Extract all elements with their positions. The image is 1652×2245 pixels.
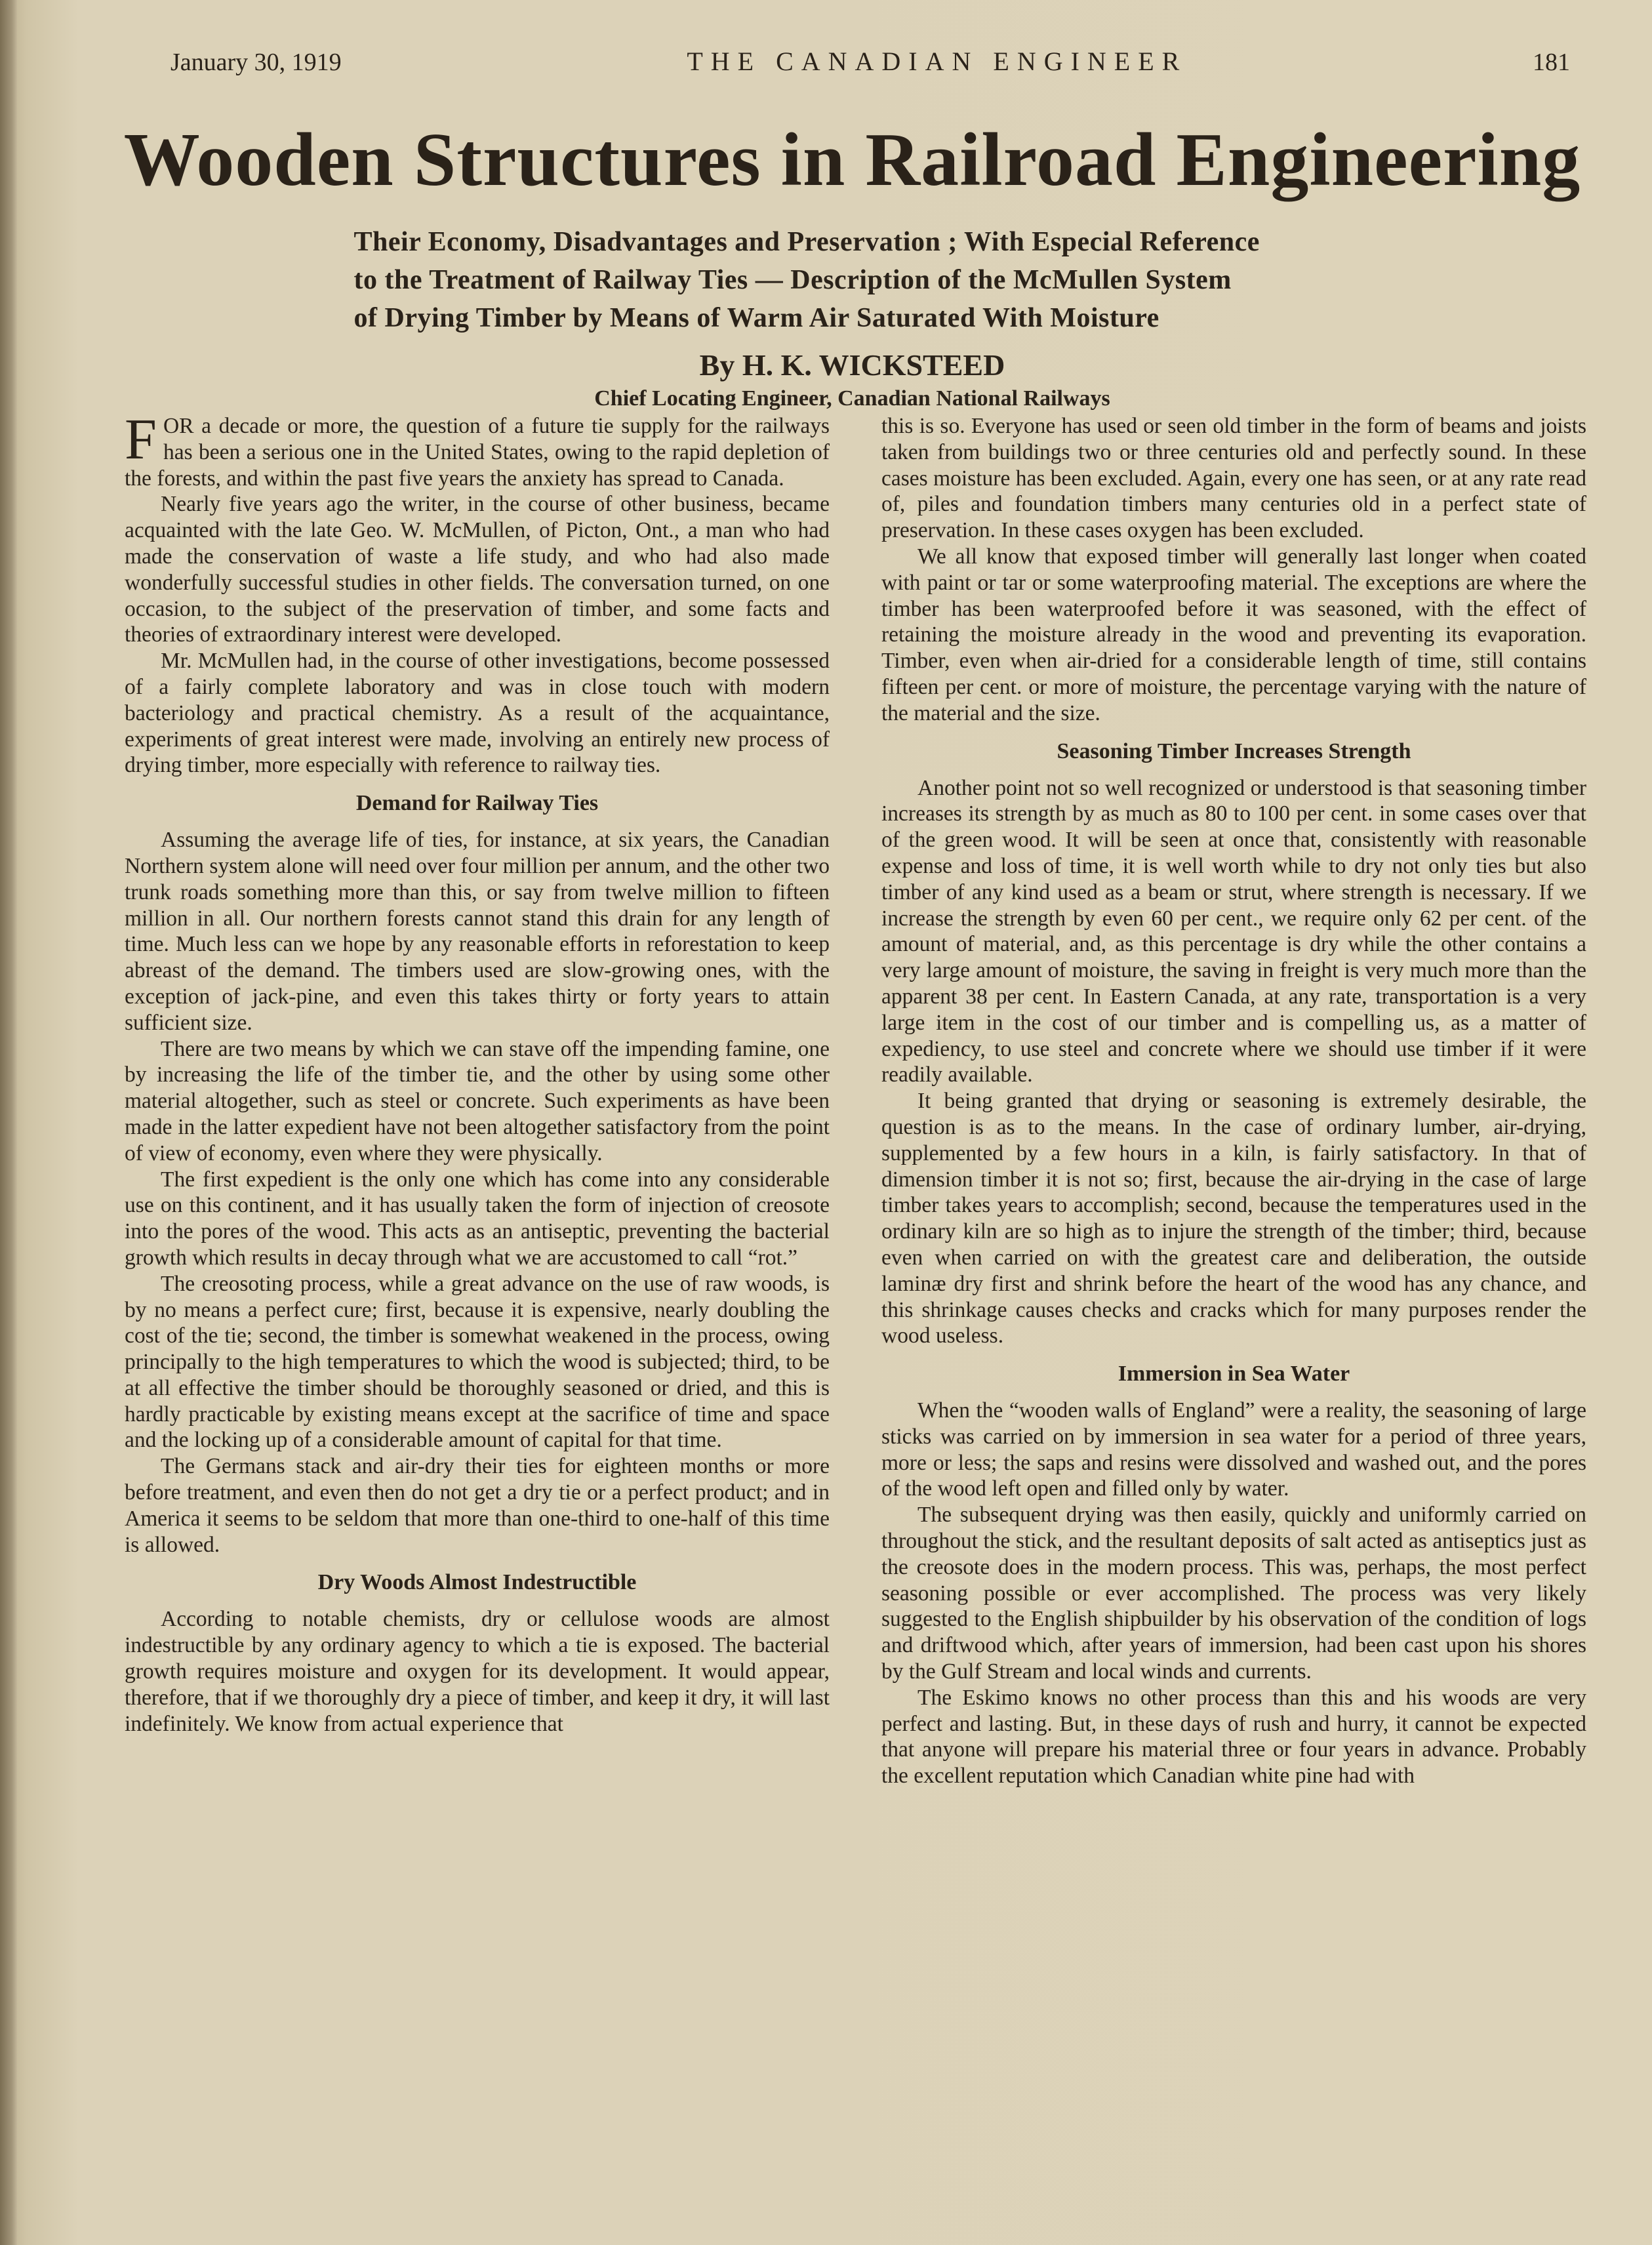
deck-line-text: of Drying Timber by Means of Warm Air Saturated With Moisture (353, 302, 1159, 333)
section-heading: Demand for Railway Ties (355, 791, 599, 816)
paragraph: Assuming the average life of ties, for instance, at six years, the Canadian Northern system alone will need over four million per annum, and the other two trunk roads something more than this, or say from twelve million to fifteen million in all. Our northern forests cannot stand this drain for any length of time. Much less can we hope by any reasonable efforts in reforestation to keep abreast of the demand. The timbers used are slow-growing ones, with the exception of jack-pine, and even this takes thirty or forty years to attain sufficient size. (125, 828, 830, 1035)
issue-date: January 30, 1919 (171, 49, 342, 76)
left-column (125, 408, 830, 1789)
deck-line (354, 299, 1351, 337)
paragraph (125, 408, 830, 491)
section-heading: Immersion in Sea Water (1118, 1362, 1350, 1386)
section-heading: Dry Woods Almost Indestructible (317, 1570, 637, 1595)
paragraph: The creosoting process, while a great advance on the use of raw woods, is by no means a perfect cure; first, because it is expensive, nearly doubling the cost of the tie; second, the timber is somewhat weakened in the process, owing principally to the high temperatures to which the wood is subjected; third, to be at all effective the timber should be thoroughly seasoned or dried, and this is hardly practicable by existing means except at the sacrifice of time and space and the locking up of a considerable amount of capital for that time. (125, 1271, 830, 1453)
article-body (125, 408, 1586, 1789)
paragraph: this is so. Everyone has used or seen old timber in the form of beams and joists taken from buildings two or three centuries old and perfectly sound. In these cases moisture has been excluded. Again, every one has seen, or at any rate read of, piles and foundation timbers many centuries old in a perfect state of preservation. In these cases oxygen has been excluded. (881, 414, 1586, 543)
deck-line-text: to the Treatment of Railway Ties — Description of the McMullen System (353, 264, 1232, 295)
paragraph: The first expedient is the only one which has come into any considerable use on this continent, and it has usually taken the form of injection of creosote into the pores of the wood. This acts as an antiseptic, preventing the bacterial growth which results in decay through what we are accustomed to call “rot.” (125, 1167, 830, 1270)
running-head (115, 46, 1590, 76)
paragraph: Mr. McMullen had, in the course of other investigations, become possessed of a fairly complete laboratory and was in close touch with modern bacteriology and practical chemistry. As a result of the acquaintance, experiments of great interest were made, involving an entirely new process of drying timber, more especially with reference to railway ties. (125, 649, 830, 778)
deck-line-text: Their Economy, Disadvantages and Preservation ; With Especial Reference (353, 226, 1260, 257)
deck-line (354, 261, 1351, 299)
drop-cap: F (125, 408, 157, 472)
paragraph: Another point not so well recognized or understood is that seasoning timber increases its strength by as much as 80 to 100 per cent. in some cases over that of the green wood. It will be seen at once that, consistently with reasonable expense and loss of time, it is well worth while to dry not only ties but also timber of any kind used as a beam or strut, where strength is necessary. If we increase the strength by even 60 per cent., we require only 62 per cent. of the amount of material, and, as this percentage is dry while the other contains a very large amount of moisture, the saving in freight is very much more than the apparent 38 per cent. In Eastern Canada, at any rate, transportation is a very large item in the cost of our timber and is compelling us, as a matter of expediency, to use steel and concrete where we should use timber if it were readily available. (881, 775, 1586, 1087)
paragraph: According to notable chemists, dry or cellulose woods are almost indestructible by any ordinary agency to which a tie is exposed. The bacterial growth requires moisture and oxygen for its development. It would appear, therefore, that if we thoroughly dry a piece of timber, and keep it dry, it will last indefinitely. We know from actual experience that (125, 1607, 830, 1736)
right-column (881, 413, 1586, 1789)
page-number: 181 (1532, 49, 1570, 76)
paragraph: When the “wooden walls of England” were a reality, the seasoning of large sticks was carried on by immersion in sea water for a period of three years, more or less; the saps and resins were dissolved and washed out, and the pores of the wood left open and filled only by water. (881, 1398, 1586, 1501)
paragraph: There are two means by which we can stave off the impending famine, one by increasing the life of the timber tie, and the other by using some other material altogether, such as steel or concrete. Such experiments as have been made in the latter expedient have not been altogether satisfactory from the point of view of economy, even where they were physically. (125, 1036, 830, 1165)
article-headline: Wooden Structures in Railroad Engineering (123, 118, 1581, 202)
byline: By H. K. WICKSTEED (699, 348, 1005, 382)
paragraph: It being granted that drying or seasoning is extremely desirable, the question is as to the means. In the case of ordinary lumber, air-drying, supplemented by a few hours in a kiln, is fairly satisfactory. In that of dimension timber it is not so; first, because the air-drying in the case of large timber takes years to accomplish; second, because the temperatures used in the ordinary kiln are so high as to injure the strength of the timber; third, because even when carried on with the greatest care and deliberation, the outside laminæ dry first and shrink before the heart of the wood has any chance, and this shrinkage causes checks and cracks which for many purposes render the wood useless. (881, 1089, 1586, 1348)
paragraph: Nearly five years ago the writer, in the course of other business, became acquainted with the late Geo. W. McMullen, of Picton, Ont., a man who had made the conservation of waste a life study, and who had also made wonderfully successful studies in other fields. The conversation turned, on one occasion, to the subject of the preservation of timber, and some facts and theories of extraordinary interest were developed. (125, 492, 830, 647)
paragraph: The Germans stack and air-dry their ties for eighteen months or more before treatment, and even then do not get a dry tie or a perfect product; and in America it seems to be seldom that more than one-third to one-half of this time is allowed. (125, 1454, 830, 1557)
section-heading: Seasoning Timber Increases Strength (1057, 738, 1411, 763)
paragraph: The Eskimo knows no other process than this and his woods are very perfect and lasting. But, in these days of rush and hurry, it cannot be expected that anyone will prepare his material three or four years in advance. Probably the excellent reputation which Canadian white pine had with (881, 1685, 1586, 1789)
deck-line (354, 223, 1351, 261)
paragraph-text: OR a decade or more, the question of a future tie supply for the railways has been a serious one in the United States, owing to the rapid depletion of the forests, and within the past five years the anxiety has spread to Canada. (125, 414, 830, 491)
paragraph: We all know that exposed timber will generally last longer when coated with paint or tar or some waterproofing material. The exceptions are where the timber has been waterproofed before it was seasoned, with the effect of retaining the moisture already in the wood and preventing its evaporation. Timber, even when air-dried for a considerable length of time, still contains fifteen per cent. or more of moisture, the percentage varying with the nature of the material and the size. (881, 544, 1586, 725)
paragraph: The subsequent drying was then easily, quickly and uniformly carried on throughout the stick, and the resultant deposits of salt acted as antiseptics just as the creosote does in the modern process. This was, perhaps, the most perfect seasoning possible or ever accomplished. The process was very likely suggested to the English shipbuilder by his observation of the condition of logs and driftwood which, after years of immersion, had been cast upon his shores by the Gulf Stream and local winds and currents. (881, 1503, 1586, 1684)
page-binding-edge (0, 0, 17, 2245)
article-deck (354, 223, 1351, 337)
journal-title: THE CANADIAN ENGINEER (687, 47, 1188, 76)
author-title: Chief Locating Engineer, Canadian National Railways (594, 386, 1110, 411)
